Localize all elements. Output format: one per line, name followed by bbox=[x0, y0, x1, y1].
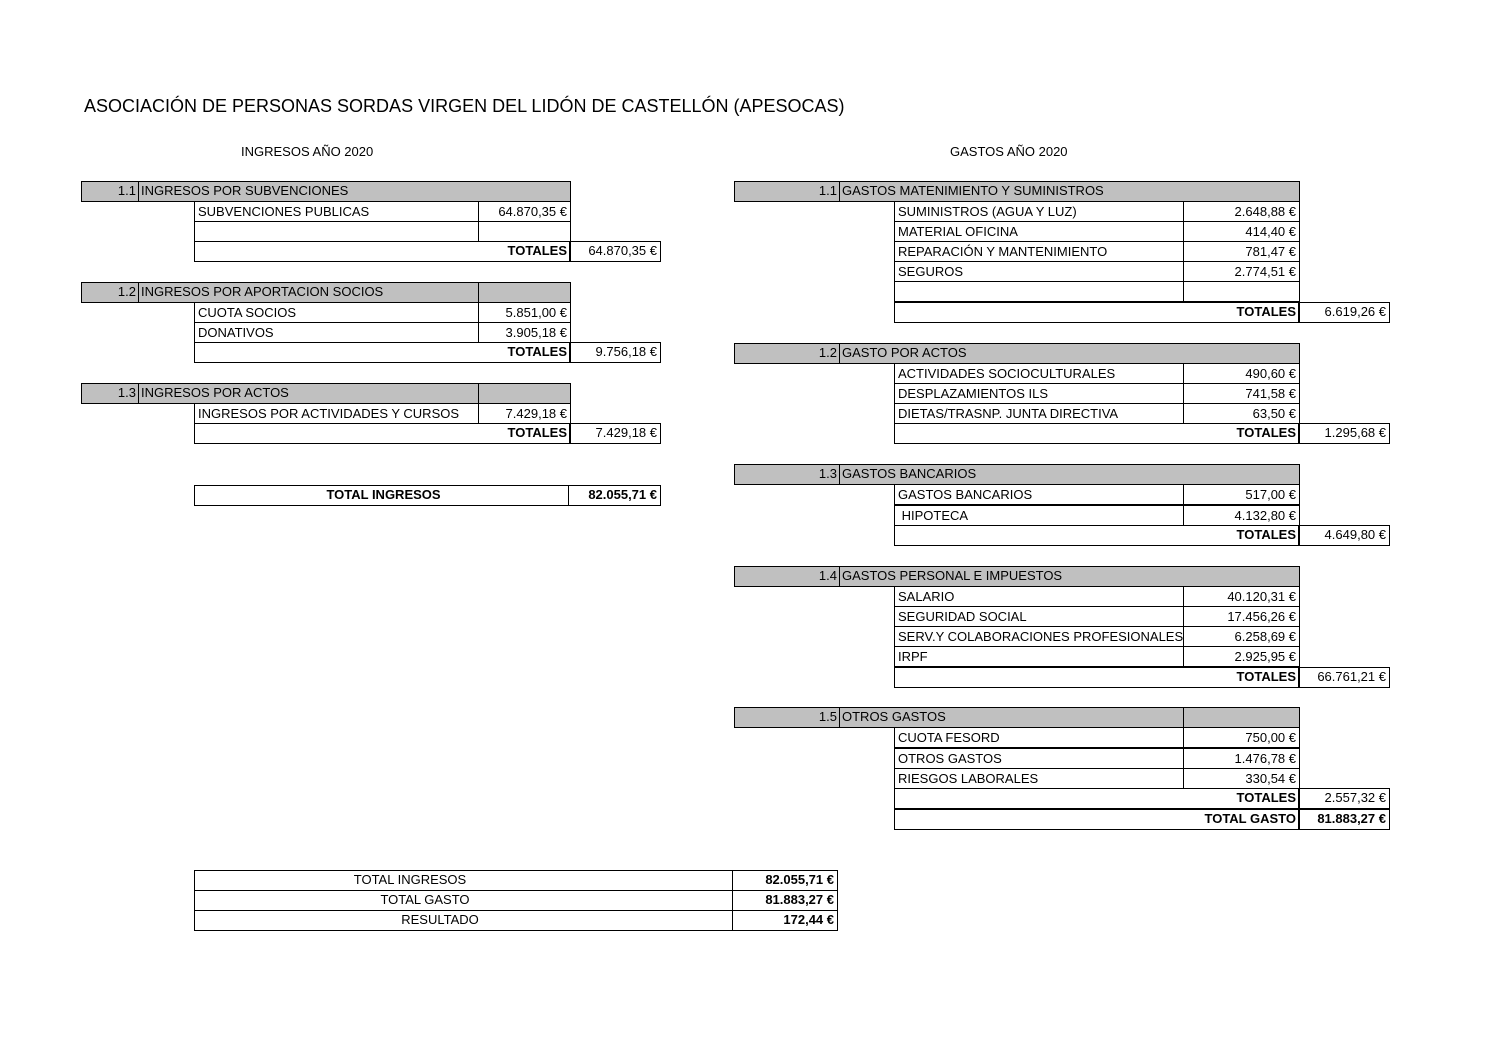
section-name: GASTO POR ACTOS bbox=[842, 345, 967, 360]
total-gasto-row bbox=[894, 809, 1300, 830]
total-label: TOTALES bbox=[1236, 527, 1296, 542]
row-value: 17.456,26 € bbox=[1183, 607, 1299, 626]
total-gasto-value: 81.883,27 € bbox=[1298, 809, 1390, 830]
row-value bbox=[1183, 282, 1299, 301]
table-row bbox=[194, 403, 571, 424]
table-row bbox=[194, 302, 571, 323]
table-row bbox=[894, 586, 1300, 607]
row-value: 2.648,88 € bbox=[1183, 202, 1299, 221]
total-ingresos-row bbox=[194, 485, 661, 506]
row-value: 750,00 € bbox=[1183, 728, 1299, 747]
section-total-row bbox=[894, 302, 1300, 323]
row-label: CUOTA FESORD bbox=[898, 730, 1000, 745]
section-total-value: 7.429,18 € bbox=[569, 423, 661, 444]
row-label: SUMINISTROS (AGUA Y LUZ) bbox=[898, 204, 1077, 219]
total-gasto-label: TOTAL GASTO bbox=[1204, 811, 1296, 826]
row-value: 6.258,69 € bbox=[1183, 627, 1299, 646]
section-total-value: 2.557,32 € bbox=[1298, 788, 1390, 809]
table-row bbox=[894, 221, 1300, 242]
table-row bbox=[894, 484, 1300, 505]
section-total-row bbox=[894, 788, 1300, 809]
section-name: INGRESOS POR APORTACION SOCIOS bbox=[141, 284, 384, 299]
section-total-value: 9.756,18 € bbox=[569, 342, 661, 363]
row-value: 64.870,35 € bbox=[478, 202, 570, 221]
row-label: SEGURIDAD SOCIAL bbox=[898, 609, 1027, 624]
row-label: HIPOTECA bbox=[898, 508, 969, 523]
table-row bbox=[894, 505, 1300, 526]
row-label: DONATIVOS bbox=[198, 325, 274, 340]
table-row bbox=[894, 646, 1300, 667]
gastos-section-3-header bbox=[734, 464, 1300, 485]
row-value: 4.132,80 € bbox=[1183, 506, 1299, 525]
section-number: 1.2 bbox=[82, 283, 139, 302]
section-total-row bbox=[894, 423, 1300, 444]
summary-value: 81.883,27 € bbox=[732, 891, 837, 910]
table-row bbox=[894, 606, 1300, 627]
row-value: 414,40 € bbox=[1183, 222, 1299, 241]
ingresos-heading: INGRESOS AÑO 2020 bbox=[241, 144, 374, 159]
row-label: ACTIVIDADES SOCIOCULTURALES bbox=[898, 366, 1116, 381]
total-label: TOTALES bbox=[1236, 425, 1296, 440]
total-label: TOTALES bbox=[507, 425, 567, 440]
row-label: RIESGOS LABORALES bbox=[898, 771, 1039, 786]
ingresos-section-3-header bbox=[81, 383, 571, 404]
section-total-value: 4.649,80 € bbox=[1298, 525, 1390, 546]
row-value bbox=[478, 222, 570, 241]
ingresos-section-2-header bbox=[81, 282, 571, 303]
section-total-row bbox=[194, 342, 571, 363]
document-title: ASOCIACIÓN DE PERSONAS SORDAS VIRGEN DEL LIDÓN DE CASTELLÓN (APESOCAS) bbox=[84, 96, 845, 116]
summary-label: RESULTADO bbox=[401, 912, 479, 927]
row-label: CUOTA SOCIOS bbox=[198, 305, 296, 320]
row-value: 490,60 € bbox=[1183, 364, 1299, 383]
total-ingresos-label: TOTAL INGRESOS bbox=[326, 487, 441, 502]
row-label: SUBVENCIONES PUBLICAS bbox=[198, 204, 370, 219]
section-name: INGRESOS POR SUBVENCIONES bbox=[141, 183, 349, 198]
section-name: INGRESOS POR ACTOS bbox=[141, 385, 289, 400]
row-label bbox=[195, 222, 198, 241]
row-value: 781,47 € bbox=[1183, 242, 1299, 261]
table-row bbox=[894, 363, 1300, 384]
table-row bbox=[894, 241, 1300, 262]
summary-label: TOTAL GASTO bbox=[380, 892, 470, 907]
row-label bbox=[895, 282, 898, 301]
section-number: 1.3 bbox=[82, 384, 139, 403]
total-label: TOTALES bbox=[1236, 790, 1296, 805]
section-number: 1.2 bbox=[735, 344, 840, 363]
summary-row bbox=[194, 910, 838, 931]
total-label: TOTALES bbox=[1236, 304, 1296, 319]
row-value: 5.851,00 € bbox=[478, 303, 570, 322]
row-label: REPARACIÓN Y MANTENIMIENTO bbox=[898, 244, 1108, 259]
total-ingresos-value: 82.055,71 € bbox=[568, 486, 660, 505]
gastos-heading: GASTOS AÑO 2020 bbox=[950, 144, 1068, 159]
gastos-section-5-header bbox=[734, 707, 1300, 728]
table-row bbox=[894, 281, 1300, 302]
section-number: 1.5 bbox=[735, 708, 840, 727]
section-number: 1.4 bbox=[735, 567, 840, 586]
row-value: 40.120,31 € bbox=[1183, 587, 1299, 606]
section-name: OTROS GASTOS bbox=[842, 709, 946, 724]
summary-value: 172,44 € bbox=[732, 911, 837, 930]
gastos-section-1-header bbox=[734, 181, 1300, 202]
section-total-row bbox=[894, 667, 1300, 688]
row-value: 517,00 € bbox=[1183, 485, 1299, 504]
section-total-value: 64.870,35 € bbox=[569, 241, 661, 262]
table-row bbox=[894, 748, 1300, 769]
table-row bbox=[194, 201, 571, 222]
row-value: 3.905,18 € bbox=[478, 323, 570, 342]
section-number: 1.1 bbox=[82, 182, 139, 201]
section-number: 1.3 bbox=[735, 465, 840, 484]
gastos-section-2-header bbox=[734, 343, 1300, 364]
summary-row bbox=[194, 890, 838, 911]
row-value: 2.925,95 € bbox=[1183, 647, 1299, 666]
summary-row bbox=[194, 870, 838, 891]
row-value: 7.429,18 € bbox=[478, 404, 570, 423]
total-label: TOTALES bbox=[507, 243, 567, 258]
table-row bbox=[894, 403, 1300, 424]
summary-value: 82.055,71 € bbox=[732, 871, 837, 890]
section-total-value: 6.619,26 € bbox=[1298, 302, 1390, 323]
table-row bbox=[894, 727, 1300, 748]
row-label: IRPF bbox=[898, 649, 928, 664]
row-label: SERV.Y COLABORACIONES PROFESIONALES bbox=[898, 629, 1184, 644]
row-label: GASTOS BANCARIOS bbox=[898, 487, 1033, 502]
table-row bbox=[894, 201, 1300, 222]
row-value: 63,50 € bbox=[1183, 404, 1299, 423]
row-label: SALARIO bbox=[898, 589, 955, 604]
row-label: MATERIAL OFICINA bbox=[898, 224, 1018, 239]
row-label: INGRESOS POR ACTIVIDADES Y CURSOS bbox=[198, 406, 460, 421]
section-name: GASTOS MATENIMIENTO Y SUMINISTROS bbox=[842, 183, 1104, 198]
section-number: 1.1 bbox=[735, 182, 840, 201]
row-value: 330,54 € bbox=[1183, 769, 1299, 788]
total-label: TOTALES bbox=[507, 344, 567, 359]
row-label: OTROS GASTOS bbox=[898, 751, 1002, 766]
table-row bbox=[894, 261, 1300, 282]
row-value: 2.774,51 € bbox=[1183, 262, 1299, 281]
section-name: GASTOS PERSONAL E IMPUESTOS bbox=[842, 568, 1063, 583]
table-row bbox=[894, 383, 1300, 404]
section-name: GASTOS BANCARIOS bbox=[842, 466, 977, 481]
summary-label: TOTAL INGRESOS bbox=[353, 872, 467, 887]
row-label: SEGUROS bbox=[898, 264, 964, 279]
row-value: 1.476,78 € bbox=[1183, 749, 1299, 768]
table-row bbox=[894, 626, 1300, 647]
section-total-value: 1.295,68 € bbox=[1298, 423, 1390, 444]
row-value: 741,58 € bbox=[1183, 384, 1299, 403]
table-row bbox=[194, 221, 571, 242]
row-label: DIETAS/TRASNP. JUNTA DIRECTIVA bbox=[898, 406, 1119, 421]
section-total-row bbox=[194, 423, 571, 444]
section-total-value: 66.761,21 € bbox=[1298, 667, 1390, 688]
table-row bbox=[194, 322, 571, 343]
ingresos-section-1-header bbox=[81, 181, 571, 202]
table-row bbox=[894, 768, 1300, 789]
row-label: DESPLAZAMIENTOS ILS bbox=[898, 386, 1049, 401]
total-label: TOTALES bbox=[1236, 669, 1296, 684]
section-total-row bbox=[894, 525, 1300, 546]
section-total-row bbox=[194, 241, 571, 262]
gastos-section-4-header bbox=[734, 566, 1300, 587]
